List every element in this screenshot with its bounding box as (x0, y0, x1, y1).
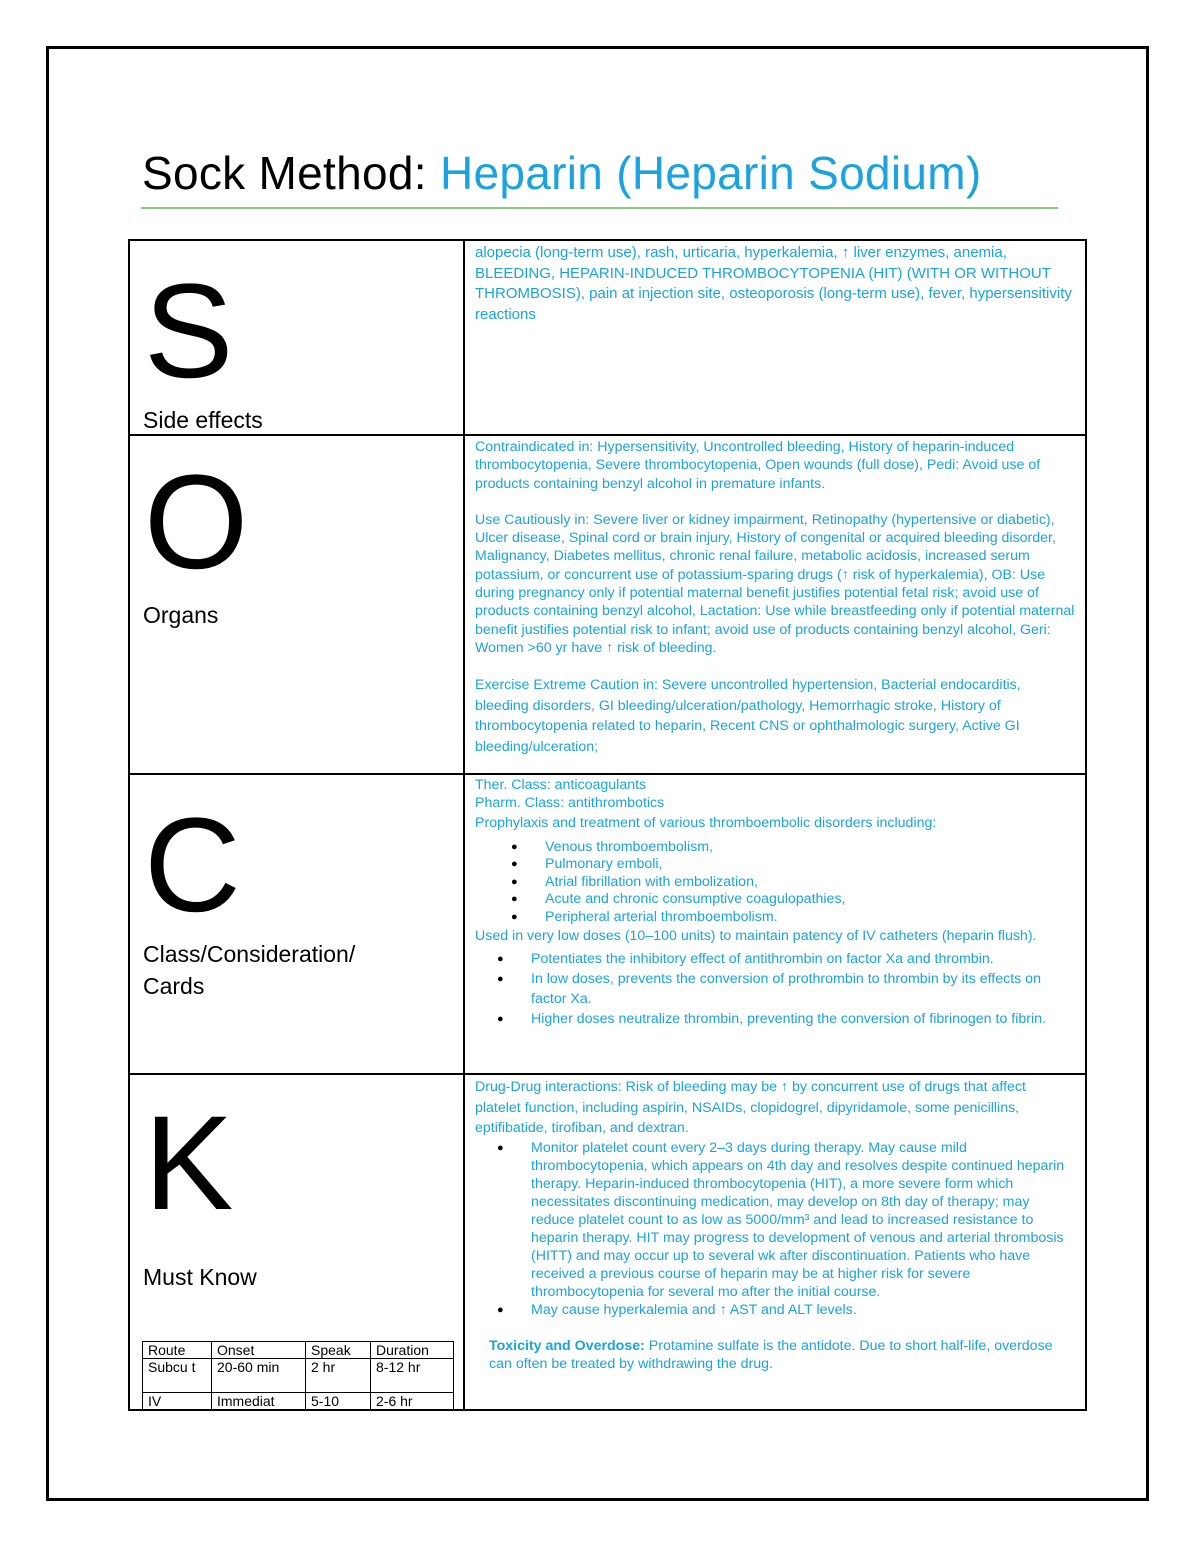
toxicity-body: Protamine sulfate is the antidote. Due to short half-life, overdose can often be treated by withdrawing the drug. (489, 1337, 1053, 1372)
bullet-icon: ● (511, 858, 518, 870)
therapeutic-class: Ther. Class: anticoagulants (475, 777, 647, 793)
list-item: ● Acute and chronic consumptive coagulopathies, (511, 891, 846, 907)
toxicity-text (489, 1337, 1075, 1373)
table-header: Onset (212, 1342, 306, 1359)
list-item: ● Venous thromboembolism, (511, 838, 713, 855)
bullet-icon: ● (497, 1012, 504, 1025)
table-cell: Immediat (212, 1393, 306, 1410)
bullet-icon: ● (497, 972, 504, 985)
bullet-icon: ● (511, 840, 518, 853)
bullet-icon: ● (511, 893, 518, 905)
letter-o: O (144, 448, 249, 597)
table-header: Route (143, 1342, 212, 1359)
side-effects-label: Side effects (143, 407, 263, 433)
must-know-heading-cell (129, 1074, 464, 1410)
drug-name: Heparin (Heparin Sodium) (439, 147, 982, 199)
bullet-icon: ● (497, 1303, 504, 1316)
side-effects-content-cell (464, 240, 1086, 435)
pharmacologic-class: Pharm. Class: antithrombotics (475, 794, 665, 811)
table-cell: 5-10 (306, 1393, 371, 1410)
use-cautiously-text: Use Cautiously in: Severe liver or kidney impairment, Retinopathy (hypertensive or diabetic), Ulcer disease, Spinal cord or brain injury, History of congenital or acquired bleeding disorder, Malignancy, Diabetes mellitus, chronic renal failure, metabolic acidosis, increased serum potassium, or concurrent use of potassium-sparing drugs (↑ risk of hyperkalemia), OB: Use during pregnancy only if potential maternal benefit justifies potential fetal risk; avoid use of products containing benzyl alcohol, Lactation: Use while breastfeeding only if potential maternal benefit justifies potential risk to infant; avoid use of products containing benzyl alcohol, Geri: Women >60 yr have ↑ risk of bleeding. (475, 511, 1075, 656)
class-content-cell (464, 774, 1086, 1074)
organs-content-cell (464, 435, 1086, 774)
row-side-effects (129, 240, 1086, 435)
drug-interactions-text: Drug-Drug interactions: Risk of bleeding may be ↑ by concurrent use of drugs that affect platelet function, including aspirin, NSAIDs, clopidogrel, dipyridamole, some penicillins, eptifibatide, tirofiban, and dextran. (475, 1079, 1026, 1136)
contraindicated-text: Contraindicated in: Hypersensitivity, Uncontrolled bleeding, History of heparin-induced thrombocytopenia, Severe thrombocytopenia, Open wounds (full dose), Pedi: Avoid use of products containing benzyl alcohol in premature infants. (475, 439, 1041, 492)
table-cell: 8-12 hr (371, 1359, 454, 1393)
organs-heading-cell (129, 435, 464, 774)
bullet-icon: ● (511, 910, 518, 923)
list-item: ● Potentiates the inhibitory effect of antithrombin on factor Xa and thrombin. (497, 950, 994, 967)
list-item: ● In low doses, prevents the conversion of prothrombin to thrombin by its effects on factor Xa. (497, 970, 1041, 1007)
pharmacokinetics-table (142, 1341, 454, 1410)
class-label-line1: Class/Consideration/ (143, 941, 356, 967)
class-label-line2: Cards (143, 973, 205, 999)
toxicity-label: Toxicity and Overdose: (489, 1337, 645, 1354)
table-header-row (143, 1342, 454, 1359)
table-row (143, 1359, 454, 1393)
title-underline (141, 207, 1058, 209)
organs-label: Organs (143, 602, 219, 628)
must-know-content-cell (464, 1074, 1086, 1410)
table-cell: 20-60 min (212, 1359, 306, 1393)
row-organs (129, 435, 1086, 774)
list-item: ● Higher doses neutralize thrombin, preventing the conversion of fibrinogen to fibrin. (497, 1010, 1046, 1027)
table-cell: 2 hr (306, 1359, 371, 1393)
letter-c: C (144, 791, 241, 940)
table-cell: 2-6 hr (371, 1393, 454, 1410)
side-effects-text: alopecia (long-term use), rash, urticaria, hyperkalemia, ↑ liver enzymes, anemia, BLEEDING, HEPARIN-INDUCED THROMBOCYTOPENIA (HIT) (WITH OR WITHOUT THROMBOSIS), pain at injection site, osteoporosis (long-term use), fever, hypersensitivity reactions (475, 244, 1072, 323)
class-label (143, 938, 355, 1002)
bullet-icon: ● (511, 875, 518, 888)
row-class (129, 774, 1086, 1074)
letter-s: S (144, 257, 234, 406)
table-cell: Subcu t (143, 1359, 212, 1393)
table-header: Duration (371, 1342, 454, 1359)
title-prefix: Sock Method: (142, 147, 427, 199)
indications-intro: Prophylaxis and treatment of various thromboembolic disorders including: (475, 815, 937, 831)
list-item: ● Peripheral arterial thromboembolism. (511, 908, 778, 925)
low-dose-text: Used in very low doses (10–100 units) to maintain patency of IV catheters (heparin flush). (475, 928, 1037, 944)
table-cell: IV (143, 1393, 212, 1410)
sock-table (128, 239, 1087, 1411)
list-item: ● May cause hyperkalemia and ↑ AST and ALT levels. (497, 1301, 857, 1318)
list-item: ● Atrial fibrillation with embolization, (511, 873, 758, 890)
must-know-list (475, 1139, 1075, 1319)
list-item: ● Pulmonary emboli, (511, 856, 663, 872)
list-item: ● Monitor platelet count every 2–3 days during therapy. May cause mild thrombocytopenia, which appears on 4th day and resolves despite continued heparin therapy. Heparin-induced thrombocytopenia (HIT), a more severe form which necessitates discontinuing medication, may develop on 8th day of therapy; may reduce platelet count to as low as 5000/mm³ and lead to increased resistance to heparin therapy. HIT may progress to development of venous and arterial thrombosis (HITT) and may occur up to several wk after discontinuation. Patients who have received a previous course of heparin may be at higher risk for severe thrombocytopenia for several mo after the initial course. (497, 1139, 1065, 1300)
table-header: Speak (306, 1342, 371, 1359)
must-know-label: Must Know (143, 1264, 257, 1290)
indications-list (475, 839, 1075, 927)
side-effects-heading-cell (129, 240, 464, 435)
page-title (142, 143, 982, 203)
actions-list (475, 949, 1075, 1029)
class-heading-cell (129, 774, 464, 1074)
extreme-caution-text: Exercise Extreme Caution in: Severe uncontrolled hypertension, Bacterial endocarditis, bleeding disorders, GI bleeding/ulceration/pathology, Hemorrhagic stroke, History of thrombocytopenia related to heparin, Recent CNS or ophthalmologic surgery, Active GI bleeding/ulceration; (475, 677, 1021, 755)
bullet-icon: ● (497, 952, 504, 965)
letter-k: K (144, 1089, 234, 1238)
table-row (143, 1393, 454, 1410)
row-must-know (129, 1074, 1086, 1410)
bullet-icon: ● (497, 1141, 504, 1154)
